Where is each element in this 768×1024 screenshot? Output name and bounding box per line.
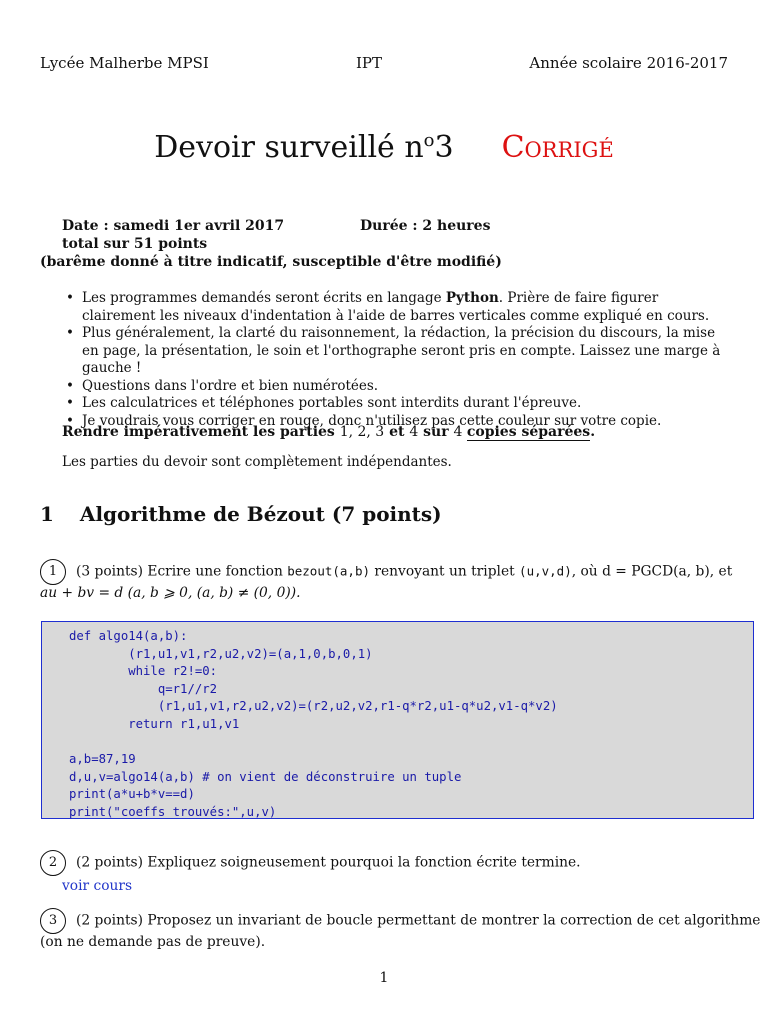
rule-item: • Je voudrais vous corriger en rouge, donc n'utilisez pas cette couleur sur votre copie. bbox=[60, 413, 730, 431]
title-sup: o bbox=[423, 130, 435, 151]
question-2: 2 (2 points) Expliquez soigneusement pourquoi la fonction écrite termine. bbox=[40, 850, 581, 876]
exam-total: total sur 51 points bbox=[62, 236, 208, 252]
page-number: 1 bbox=[379, 970, 389, 986]
header-subject: IPT bbox=[356, 54, 383, 72]
title-corrige: Corrigé bbox=[501, 130, 614, 165]
rule-item: • Questions dans l'ordre et bien numérotées. bbox=[60, 378, 730, 396]
header-year: Année scolaire 2016-2017 bbox=[529, 54, 728, 72]
question-2-answer: voir cours bbox=[62, 878, 133, 894]
title-main: Devoir surveillé n bbox=[154, 130, 424, 165]
rule-item: • Les programmes demandés seront écrits en langage Python. Prière de faire figurer clairement les niveaux d'indentation à l'aide de barres verticales comme expliqué en cours. bbox=[60, 290, 730, 325]
exam-bareme: (barême donné à titre indicatif, susceptible d'être modifié) bbox=[40, 254, 502, 270]
header-school: Lycée Malherbe MPSI bbox=[40, 54, 209, 72]
rendre-instruction: Rendre impérativement les parties 1, 2, 3 et 4 sur 4 copies séparées. bbox=[62, 424, 596, 440]
code-answer-box bbox=[41, 621, 754, 819]
independance-note: Les parties du devoir sont complètement indépendantes. bbox=[62, 454, 452, 470]
question-1-line2: au + bv = d (a, b ⩾ 0, (a, b) ≠ (0, 0)). bbox=[40, 585, 301, 601]
rule-item: • Les calculatrices et téléphones portables sont interdits durant l'épreuve. bbox=[60, 395, 730, 413]
rule-item: • Plus généralement, la clarté du raisonnement, la rédaction, la précision du discours, la mise en page, la présentation, le soin et l'orthographe seront pris en compte. Laissez une marge à gauche ! bbox=[60, 325, 730, 378]
question-number: 3 bbox=[40, 908, 66, 934]
title-number: 3 bbox=[434, 130, 454, 165]
rules-list bbox=[60, 290, 730, 430]
question-number: 2 bbox=[40, 850, 66, 876]
question-3-line2: (on ne demande pas de preuve). bbox=[40, 934, 266, 950]
question-number: 1 bbox=[40, 559, 66, 585]
question-1: 1 (3 points) Ecrire une fonction bezout(a,b) renvoyant un triplet (u,v,d), où d = PGCD(a, b), et bbox=[40, 559, 740, 585]
question-3: 3 (2 points) Proposez un invariant de boucle permettant de montrer la correction de cet algorithme bbox=[40, 908, 760, 934]
exam-duration: Durée : 2 heures bbox=[360, 218, 491, 234]
code-block: def algo14(a,b): (r1,u1,v1,r2,u2,v2)=(a,1,0,b,0,1) while r2!=0: q=r1//r2 (r1,u1,v1,r2,u2,v2)=(r2,u2,v2,r1-q*r2,u1-q*u2,v1-q*v2) return r1,u1,v1 a,b=87,19 d,u,v=algo14(a,b) # on vient de déconstruire un tuple print(a*u+b*v==d) print("coeffs trouvés:",u,v) bbox=[69, 629, 558, 819]
exam-date: Date : samedi 1er avril 2017 bbox=[62, 218, 285, 234]
section-heading: 1 Algorithme de Bézout (7 points) bbox=[40, 502, 442, 526]
page-title bbox=[0, 130, 768, 165]
